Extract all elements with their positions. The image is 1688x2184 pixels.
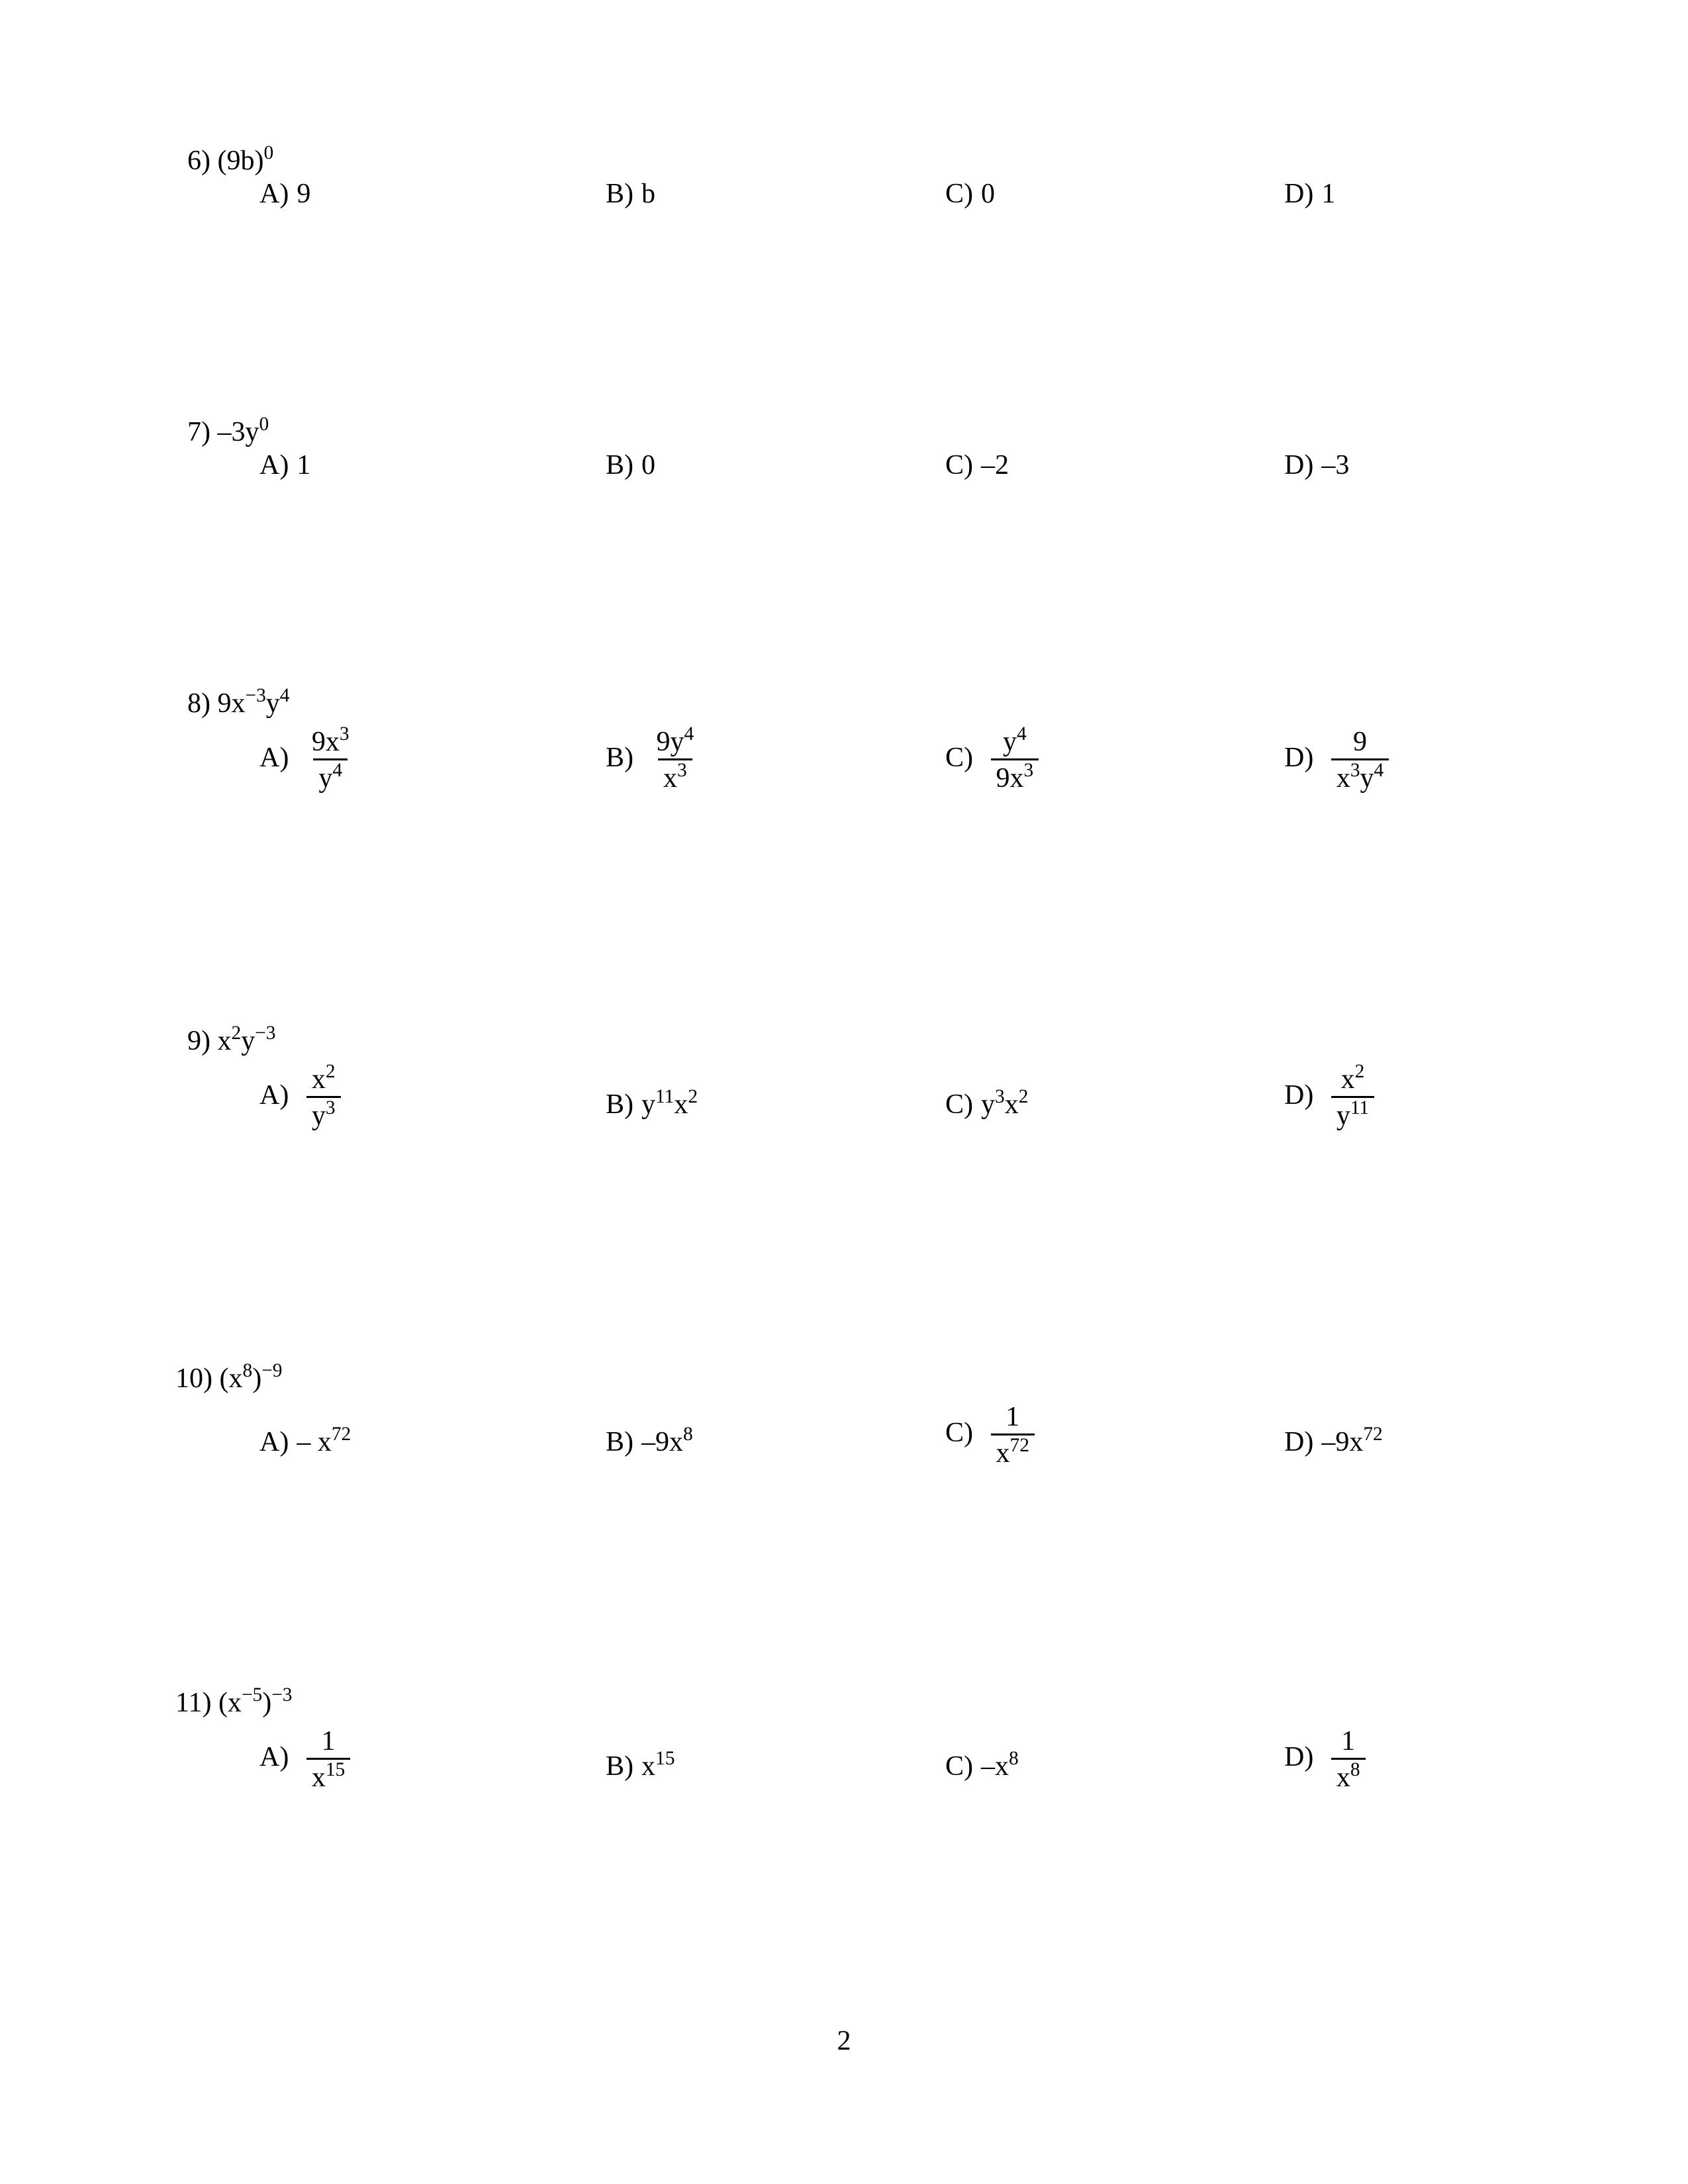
- fraction: [1331, 728, 1389, 792]
- fraction-numerator: $x^2$: [311, 1060, 336, 1095]
- fraction-numerator: 1: [1341, 1726, 1356, 1756]
- option-a[interactable]: [259, 723, 355, 794]
- option-value: 1: [1321, 179, 1336, 209]
- option-b[interactable]: [606, 180, 655, 208]
- fraction-denominator: $y^{11}$: [1331, 1096, 1374, 1130]
- question-8: [0, 675, 1688, 847]
- option-a[interactable]: [259, 1727, 350, 1792]
- stem-term: 9x: [217, 688, 246, 719]
- option-d[interactable]: [1284, 451, 1349, 479]
- option-value: –3: [1321, 450, 1350, 480]
- stem-exponent: 4: [279, 684, 290, 706]
- option-letter: D): [1284, 450, 1314, 480]
- question-number: 9): [187, 1026, 211, 1056]
- fraction: [1331, 1060, 1374, 1131]
- fraction-denominator: $9x^3$: [991, 758, 1039, 792]
- option-a[interactable]: $A) - x^{72}$: [259, 1423, 352, 1457]
- option-b[interactable]: [606, 723, 699, 794]
- question-number: 6): [187, 146, 211, 176]
- option-value: b: [641, 179, 655, 209]
- option-letter: D): [1284, 179, 1314, 209]
- stem-exponent: 0: [259, 413, 269, 435]
- option-d[interactable]: [1284, 1727, 1366, 1792]
- option-b[interactable]: [606, 451, 655, 479]
- question-stem: [187, 1022, 276, 1056]
- question-number: 8): [187, 688, 211, 719]
- stem-exponent: 0: [263, 142, 274, 163]
- option-c[interactable]: C) $y^3x^2$: [945, 1085, 1029, 1120]
- option-c[interactable]: [945, 180, 995, 208]
- fraction-numerator: $9x^3$: [311, 723, 350, 757]
- option-letter: C): [945, 1089, 973, 1120]
- option-c[interactable]: [945, 451, 1009, 479]
- fraction: [306, 723, 355, 794]
- option-c[interactable]: [945, 1403, 1035, 1467]
- option-letter: C): [945, 179, 973, 209]
- option-letter: A): [259, 1080, 289, 1111]
- fraction-numerator: 1: [321, 1726, 336, 1756]
- option-letter: B): [606, 743, 633, 774]
- option-letter: B): [606, 179, 633, 209]
- fraction-denominator: $y^3$: [306, 1096, 341, 1130]
- fraction-denominator: $x^8$: [1331, 1758, 1366, 1792]
- option-letter: A): [259, 1742, 289, 1773]
- option-value: 0: [981, 179, 995, 209]
- option-c[interactable]: [945, 723, 1039, 794]
- option-letter: B): [606, 1751, 633, 1782]
- option-letter: A): [259, 179, 289, 209]
- option-value: 0: [641, 450, 655, 480]
- fraction-denominator: $y^4$: [313, 758, 348, 792]
- option-letter: D): [1284, 1080, 1314, 1111]
- option-d[interactable]: D) $-9x^{72}$: [1284, 1423, 1383, 1457]
- stem-term: y: [265, 688, 280, 719]
- fraction: [651, 723, 700, 794]
- option-letter: B): [606, 450, 633, 480]
- question-number: 11): [175, 1688, 212, 1718]
- question-stem: 10) $(x^8)^{-9}$: [175, 1359, 283, 1394]
- fraction-numerator: 1: [1006, 1402, 1020, 1432]
- question-6: [0, 132, 1688, 304]
- option-letter: D): [1284, 1742, 1314, 1773]
- option-value: 1: [297, 450, 311, 480]
- stem-exponent: −3: [255, 1022, 276, 1044]
- option-value: –2: [981, 450, 1009, 480]
- fraction-numerator: $9y^4$: [656, 723, 694, 757]
- stem-base: –3y: [217, 417, 259, 447]
- fraction-numerator: $x^2$: [1340, 1060, 1365, 1095]
- option-letter: D): [1284, 743, 1314, 774]
- option-letter: A): [259, 450, 289, 480]
- fraction-numerator: $y^4$: [1003, 723, 1027, 757]
- option-letter: A): [259, 1427, 289, 1457]
- option-letter: C): [945, 450, 973, 480]
- option-letter: B): [606, 1089, 633, 1120]
- fraction: [1331, 1727, 1366, 1792]
- option-b[interactable]: B) $-9x^8$: [606, 1423, 693, 1457]
- option-b[interactable]: B) $y^{11}x^2$: [606, 1085, 698, 1120]
- option-value: 9: [297, 179, 311, 209]
- option-letter: C): [945, 1751, 973, 1782]
- question-7: [0, 404, 1688, 576]
- stem-term: y: [241, 1026, 256, 1056]
- option-a[interactable]: [259, 180, 310, 208]
- question-stem: [187, 142, 274, 176]
- option-d[interactable]: [1284, 1060, 1374, 1131]
- question-stem: 11) $(x^{-5})^{-3}$: [175, 1684, 293, 1718]
- option-letter: C): [945, 743, 973, 774]
- question-number: 7): [187, 417, 211, 447]
- option-a[interactable]: [259, 1060, 341, 1131]
- fraction-denominator: $x^3$: [658, 758, 692, 792]
- fraction-denominator: $x^{72}$: [991, 1433, 1035, 1467]
- stem-exponent: −3: [245, 684, 266, 706]
- option-d[interactable]: [1284, 728, 1389, 792]
- question-stem: [187, 684, 290, 719]
- question-10: [0, 1350, 1688, 1522]
- fraction: [991, 723, 1039, 794]
- option-letter: D): [1284, 1427, 1314, 1457]
- option-letter: B): [606, 1427, 633, 1457]
- option-d[interactable]: [1284, 180, 1335, 208]
- question-number: 10): [175, 1363, 212, 1394]
- fraction: [991, 1403, 1035, 1467]
- fraction-denominator: $x^3y^4$: [1331, 758, 1389, 792]
- stem-exponent: 2: [231, 1022, 242, 1044]
- stem-term: x: [217, 1026, 232, 1056]
- fraction-numerator: 9: [1353, 727, 1368, 757]
- option-letter: C): [945, 1418, 973, 1449]
- question-11: [0, 1674, 1688, 1846]
- fraction-denominator: $x^{15}$: [306, 1758, 350, 1792]
- question-stem: [187, 413, 269, 447]
- fraction: [306, 1060, 341, 1131]
- page-number: 2: [837, 2026, 851, 2056]
- option-c[interactable]: C) $-x^8$: [945, 1747, 1019, 1782]
- question-9: [0, 1013, 1688, 1185]
- fraction: [306, 1727, 350, 1792]
- option-letter: A): [259, 743, 289, 774]
- option-b[interactable]: B) $x^{15}$: [606, 1747, 675, 1782]
- stem-base: (9b): [217, 146, 264, 176]
- option-a[interactable]: [259, 451, 310, 479]
